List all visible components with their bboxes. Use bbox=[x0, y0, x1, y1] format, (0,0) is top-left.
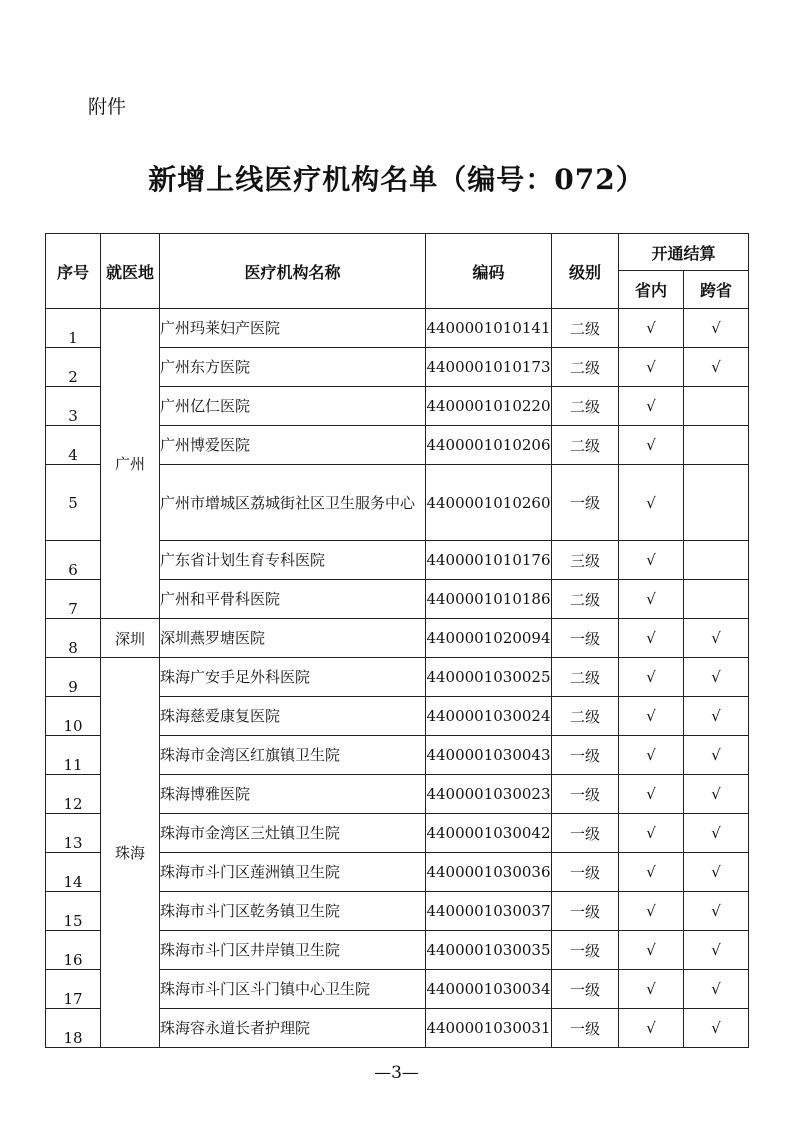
institution-name: 广州市增城区荔城街社区卫生服务中心 bbox=[160, 465, 426, 541]
institution-level: 二级 bbox=[552, 387, 619, 426]
institution-code: 4400001030024 bbox=[426, 697, 552, 736]
institution-code: 4400001010206 bbox=[426, 426, 552, 465]
header-level: 级别 bbox=[552, 234, 619, 309]
cross-province-check: √ bbox=[684, 853, 749, 892]
attachment-label: 附件 bbox=[88, 96, 127, 118]
row-number: 11 bbox=[46, 736, 101, 775]
cross-province-check bbox=[684, 541, 749, 580]
institution-code: 4400001020094 bbox=[426, 619, 552, 658]
institution-level: 二级 bbox=[552, 348, 619, 387]
institution-name: 珠海市斗门区斗门镇中心卫生院 bbox=[160, 970, 426, 1009]
in-province-check: √ bbox=[619, 580, 684, 619]
cross-province-check bbox=[684, 426, 749, 465]
institution-name: 广东省计划生育专科医院 bbox=[160, 541, 426, 580]
row-number: 4 bbox=[46, 426, 101, 465]
row-number: 13 bbox=[46, 814, 101, 853]
page-title: 新增上线医疗机构名单（编号：072） bbox=[148, 163, 645, 196]
institution-code: 4400001010220 bbox=[426, 387, 552, 426]
in-province-check: √ bbox=[619, 348, 684, 387]
institution-name: 广州玛莱妇产医院 bbox=[160, 309, 426, 348]
institution-level: 一级 bbox=[552, 619, 619, 658]
cross-province-check: √ bbox=[684, 697, 749, 736]
institution-code: 4400001030023 bbox=[426, 775, 552, 814]
in-province-check: √ bbox=[619, 619, 684, 658]
row-number: 17 bbox=[46, 970, 101, 1009]
table-row bbox=[46, 619, 749, 658]
institution-name: 珠海市斗门区乾务镇卫生院 bbox=[160, 892, 426, 931]
row-number: 9 bbox=[46, 658, 101, 697]
cross-province-check: √ bbox=[684, 348, 749, 387]
cross-province-check: √ bbox=[684, 970, 749, 1009]
institution-level: 三级 bbox=[552, 541, 619, 580]
institution-code: 4400001030031 bbox=[426, 1009, 552, 1048]
cross-province-check bbox=[684, 580, 749, 619]
cross-province-check bbox=[684, 387, 749, 426]
city-cell: 广州 bbox=[101, 309, 160, 619]
institution-table bbox=[45, 233, 749, 1048]
row-number: 7 bbox=[46, 580, 101, 619]
institution-level: 一级 bbox=[552, 775, 619, 814]
in-province-check: √ bbox=[619, 387, 684, 426]
institution-name: 广州东方医院 bbox=[160, 348, 426, 387]
cross-province-check: √ bbox=[684, 1009, 749, 1048]
in-province-check: √ bbox=[619, 892, 684, 931]
institution-code: 4400001010173 bbox=[426, 348, 552, 387]
in-province-check: √ bbox=[619, 697, 684, 736]
institution-level: 一级 bbox=[552, 465, 619, 541]
table-row bbox=[46, 309, 749, 348]
row-number: 18 bbox=[46, 1009, 101, 1048]
row-number: 16 bbox=[46, 931, 101, 970]
header-in-province: 省内 bbox=[619, 271, 684, 309]
institution-level: 一级 bbox=[552, 892, 619, 931]
city-cell: 深圳 bbox=[101, 619, 160, 658]
in-province-check: √ bbox=[619, 970, 684, 1009]
in-province-check: √ bbox=[619, 541, 684, 580]
header-no: 序号 bbox=[46, 234, 101, 309]
in-province-check: √ bbox=[619, 426, 684, 465]
institution-name: 珠海市金湾区红旗镇卫生院 bbox=[160, 736, 426, 775]
row-number: 12 bbox=[46, 775, 101, 814]
in-province-check: √ bbox=[619, 465, 684, 541]
institution-name: 珠海市斗门区井岸镇卫生院 bbox=[160, 931, 426, 970]
row-number: 8 bbox=[46, 619, 101, 658]
row-number: 6 bbox=[46, 541, 101, 580]
cross-province-check: √ bbox=[684, 658, 749, 697]
institution-level: 一级 bbox=[552, 853, 619, 892]
institution-name: 珠海容永道长者护理院 bbox=[160, 1009, 426, 1048]
institution-name: 广州亿仁医院 bbox=[160, 387, 426, 426]
institution-name: 广州和平骨科医院 bbox=[160, 580, 426, 619]
institution-code: 4400001030043 bbox=[426, 736, 552, 775]
header-code: 编码 bbox=[426, 234, 552, 309]
page-number: —3— bbox=[374, 1063, 419, 1083]
cross-province-check: √ bbox=[684, 775, 749, 814]
institution-level: 二级 bbox=[552, 697, 619, 736]
header-settlement: 开通结算 bbox=[619, 234, 749, 271]
institution-level: 二级 bbox=[552, 658, 619, 697]
cross-province-check: √ bbox=[684, 814, 749, 853]
institution-code: 4400001030036 bbox=[426, 853, 552, 892]
institution-code: 4400001030042 bbox=[426, 814, 552, 853]
in-province-check: √ bbox=[619, 309, 684, 348]
institution-code: 4400001030037 bbox=[426, 892, 552, 931]
institution-level: 一级 bbox=[552, 736, 619, 775]
row-number: 1 bbox=[46, 309, 101, 348]
institution-name: 珠海市斗门区莲洲镇卫生院 bbox=[160, 853, 426, 892]
in-province-check: √ bbox=[619, 736, 684, 775]
in-province-check: √ bbox=[619, 853, 684, 892]
row-number: 14 bbox=[46, 853, 101, 892]
institution-name: 珠海广安手足外科医院 bbox=[160, 658, 426, 697]
in-province-check: √ bbox=[619, 775, 684, 814]
institution-level: 二级 bbox=[552, 580, 619, 619]
row-number: 3 bbox=[46, 387, 101, 426]
institution-code: 4400001010141 bbox=[426, 309, 552, 348]
in-province-check: √ bbox=[619, 814, 684, 853]
header-city: 就医地 bbox=[101, 234, 160, 309]
institution-name: 珠海市金湾区三灶镇卫生院 bbox=[160, 814, 426, 853]
cross-province-check bbox=[684, 465, 749, 541]
row-number: 2 bbox=[46, 348, 101, 387]
header-name: 医疗机构名称 bbox=[160, 234, 426, 309]
in-province-check: √ bbox=[619, 931, 684, 970]
institution-level: 二级 bbox=[552, 309, 619, 348]
institution-code: 4400001030034 bbox=[426, 970, 552, 1009]
institution-name: 珠海慈爱康复医院 bbox=[160, 697, 426, 736]
row-number: 15 bbox=[46, 892, 101, 931]
institution-level: 一级 bbox=[552, 814, 619, 853]
cross-province-check: √ bbox=[684, 619, 749, 658]
institution-name: 广州博爱医院 bbox=[160, 426, 426, 465]
institution-name: 珠海博雅医院 bbox=[160, 775, 426, 814]
institution-level: 一级 bbox=[552, 1009, 619, 1048]
institution-level: 二级 bbox=[552, 426, 619, 465]
cross-province-check: √ bbox=[684, 309, 749, 348]
institution-code: 4400001010186 bbox=[426, 580, 552, 619]
institution-code: 4400001010260 bbox=[426, 465, 552, 541]
institution-code: 4400001030025 bbox=[426, 658, 552, 697]
cross-province-check: √ bbox=[684, 892, 749, 931]
institution-level: 一级 bbox=[552, 931, 619, 970]
row-number: 5 bbox=[46, 465, 101, 541]
institution-name: 深圳燕罗塘医院 bbox=[160, 619, 426, 658]
institution-level: 一级 bbox=[552, 970, 619, 1009]
in-province-check: √ bbox=[619, 658, 684, 697]
institution-code: 4400001010176 bbox=[426, 541, 552, 580]
institution-code: 4400001030035 bbox=[426, 931, 552, 970]
city-cell: 珠海 bbox=[101, 658, 160, 1048]
header-cross-province: 跨省 bbox=[684, 271, 749, 309]
row-number: 10 bbox=[46, 697, 101, 736]
table-row bbox=[46, 658, 749, 697]
cross-province-check: √ bbox=[684, 736, 749, 775]
cross-province-check: √ bbox=[684, 931, 749, 970]
in-province-check: √ bbox=[619, 1009, 684, 1048]
